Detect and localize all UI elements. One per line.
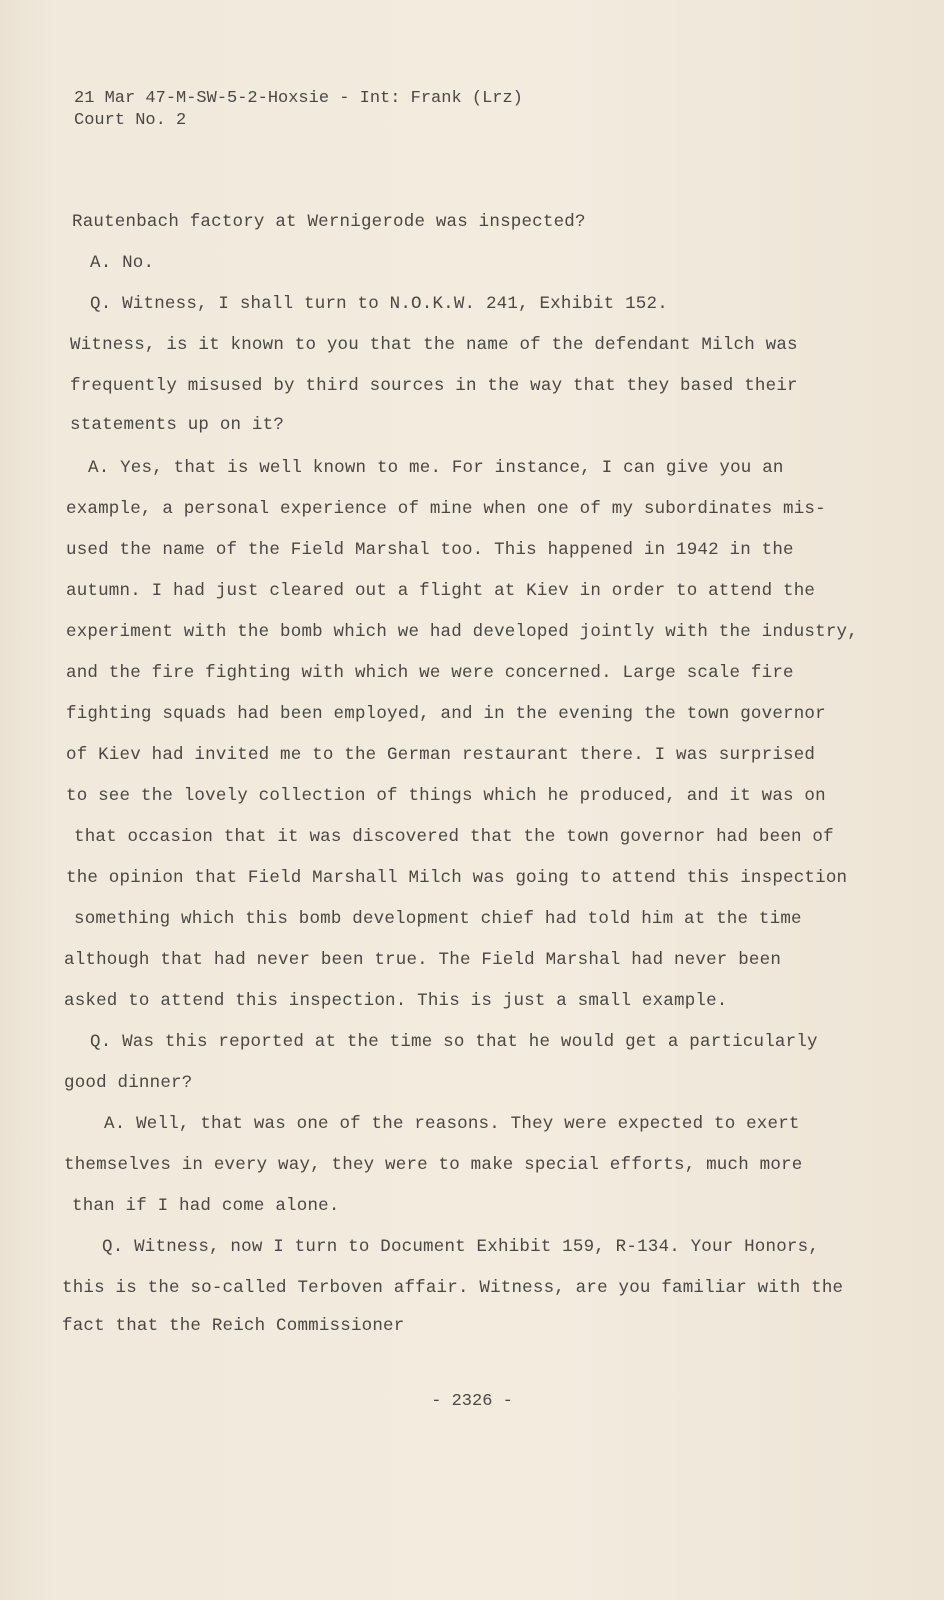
text-line: Q. Witness, I shall turn to N.O.K.W. 241, Exhibit 152.	[90, 294, 668, 314]
text-line: good dinner?	[64, 1073, 193, 1093]
text-line: A. No.	[90, 253, 155, 273]
text-line: A. Yes, that is well known to me. For instance, I can give you an	[88, 458, 784, 478]
document-header	[74, 88, 523, 132]
text-line: experiment with the bomb which we had developed jointly with the industry,	[66, 622, 858, 642]
text-line: than if I had come alone.	[72, 1196, 340, 1216]
header-reference-line: 21 Mar 47-M-SW-5-2-Hoxsie - Int: Frank (Lrz)	[74, 89, 523, 108]
text-line: Witness, is it known to you that the name of the defendant Milch was	[70, 335, 798, 355]
text-line: to see the lovely collection of things which he produced, and it was on	[66, 786, 826, 806]
text-line: Q. Was this reported at the time so that he would get a particularly	[90, 1032, 818, 1052]
text-line: example, a personal experience of mine when one of my subordinates mis-	[66, 499, 826, 519]
text-line: A. Well, that was one of the reasons. They were expected to exert	[104, 1114, 800, 1134]
text-line: of Kiev had invited me to the German restaurant there. I was surprised	[66, 745, 816, 765]
text-line: asked to attend this inspection. This is just a small example.	[64, 991, 728, 1011]
text-line: autumn. I had just cleared out a flight at Kiev in order to attend the	[66, 581, 816, 601]
text-line: Q. Witness, now I turn to Document Exhibit 159, R-134. Your Honors,	[102, 1237, 820, 1257]
header-court-line: Court No. 2	[74, 111, 187, 130]
text-line: although that had never been true. The Field Marshal had never been	[64, 950, 782, 970]
text-line: fighting squads had been employed, and in the evening the town governor	[66, 704, 826, 724]
text-line: statements up on it?	[70, 415, 285, 435]
text-line: used the name of the Field Marshal too. This happened in 1942 in the	[66, 540, 794, 560]
text-line: and the fire fighting with which we were concerned. Large scale fire	[66, 663, 794, 683]
text-line: something which this bomb development chief had told him at the time	[74, 909, 802, 929]
text-line: frequently misused by third sources in the way that they based their	[70, 376, 798, 396]
page-number: - 2326 -	[431, 1392, 513, 1411]
text-line: the opinion that Field Marshall Milch was going to attend this inspection	[66, 868, 848, 888]
text-line: Rautenbach factory at Wernigerode was inspected?	[72, 212, 586, 232]
text-line: themselves in every way, they were to make special efforts, much more	[64, 1155, 803, 1175]
text-line: that occasion that it was discovered that the town governor had been of	[74, 827, 834, 847]
text-line: this is the so-called Terboven affair. Witness, are you familiar with the	[62, 1278, 844, 1298]
text-line: fact that the Reich Commissioner	[62, 1316, 405, 1336]
